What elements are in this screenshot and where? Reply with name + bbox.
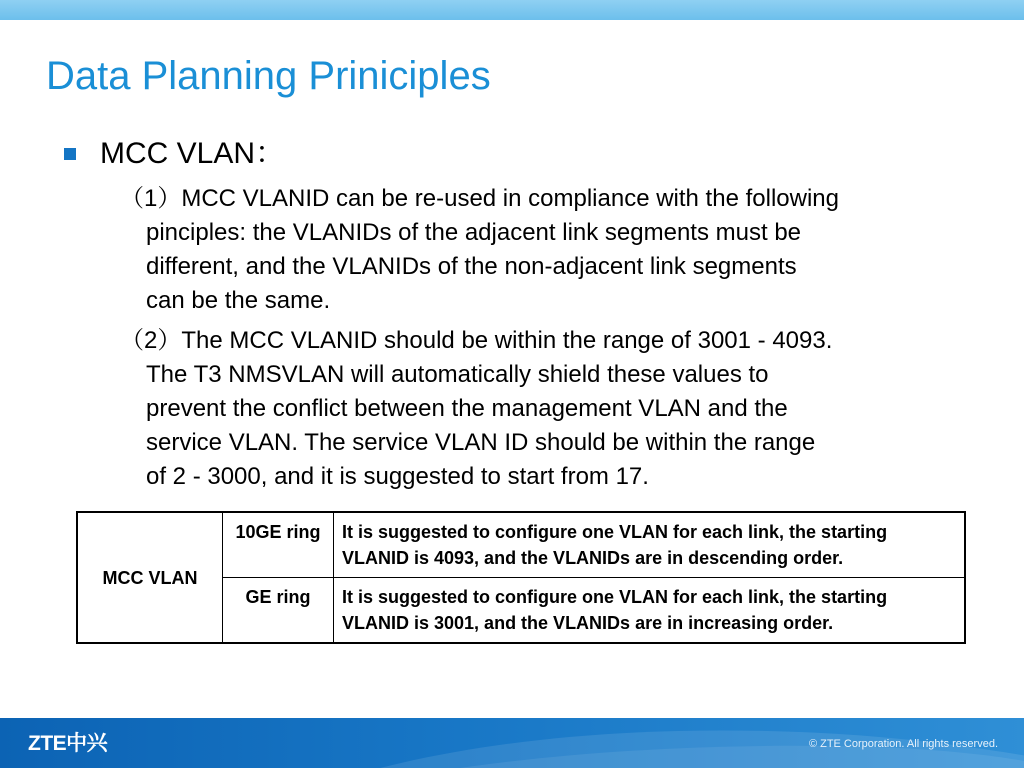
bullet-heading: MCC VLAN： xyxy=(100,137,286,170)
paragraph-line: prevent the conflict between the management VLAN and the xyxy=(146,395,788,422)
table-name-cell: MCC VLAN xyxy=(77,512,223,643)
paragraph-line: The T3 NMSVLAN will automatically shield these values to xyxy=(146,361,769,388)
paragraph-1 xyxy=(120,182,970,318)
paragraph-line: of 2 - 3000, and it is suggested to start from 17. xyxy=(146,463,649,490)
paragraph-line: service VLAN. The service VLAN ID should be within the range xyxy=(146,429,816,456)
paragraph-2 xyxy=(120,324,970,494)
paragraph-line: （2）The MCC VLANID should be within the range of 3001 - 4093. xyxy=(120,327,833,354)
zte-logo: ZTE中兴 xyxy=(28,732,108,755)
paragraph-line: can be the same. xyxy=(146,287,331,314)
paragraph-line: different, and the VLANIDs of the non-adjacent link segments xyxy=(146,253,797,280)
vlan-table xyxy=(76,511,966,644)
ring-type-cell: 10GE ring xyxy=(223,512,334,578)
table-row xyxy=(77,512,965,578)
slide-title: Data Planning Priniciples xyxy=(46,54,491,98)
top-accent-bar xyxy=(0,0,1024,20)
copyright-text: © ZTE Corporation. All rights reserved. xyxy=(808,738,998,750)
paragraph-line: （1）MCC VLANID can be re-used in compliance with the following xyxy=(120,185,839,212)
footer-bar xyxy=(0,718,1024,768)
square-bullet-icon xyxy=(64,148,76,160)
paragraph-line: pinciples: the VLANIDs of the adjacent link segments must be xyxy=(146,219,802,246)
ring-type-cell: GE ring xyxy=(223,578,334,644)
description-cell: It is suggested to configure one VLAN for each link, the starting VLANID is 3001, and the VLANIDs are in increasing order. xyxy=(334,578,966,644)
description-cell: It is suggested to configure one VLAN for each link, the starting VLANID is 4093, and the VLANIDs are in descending order. xyxy=(334,512,966,578)
